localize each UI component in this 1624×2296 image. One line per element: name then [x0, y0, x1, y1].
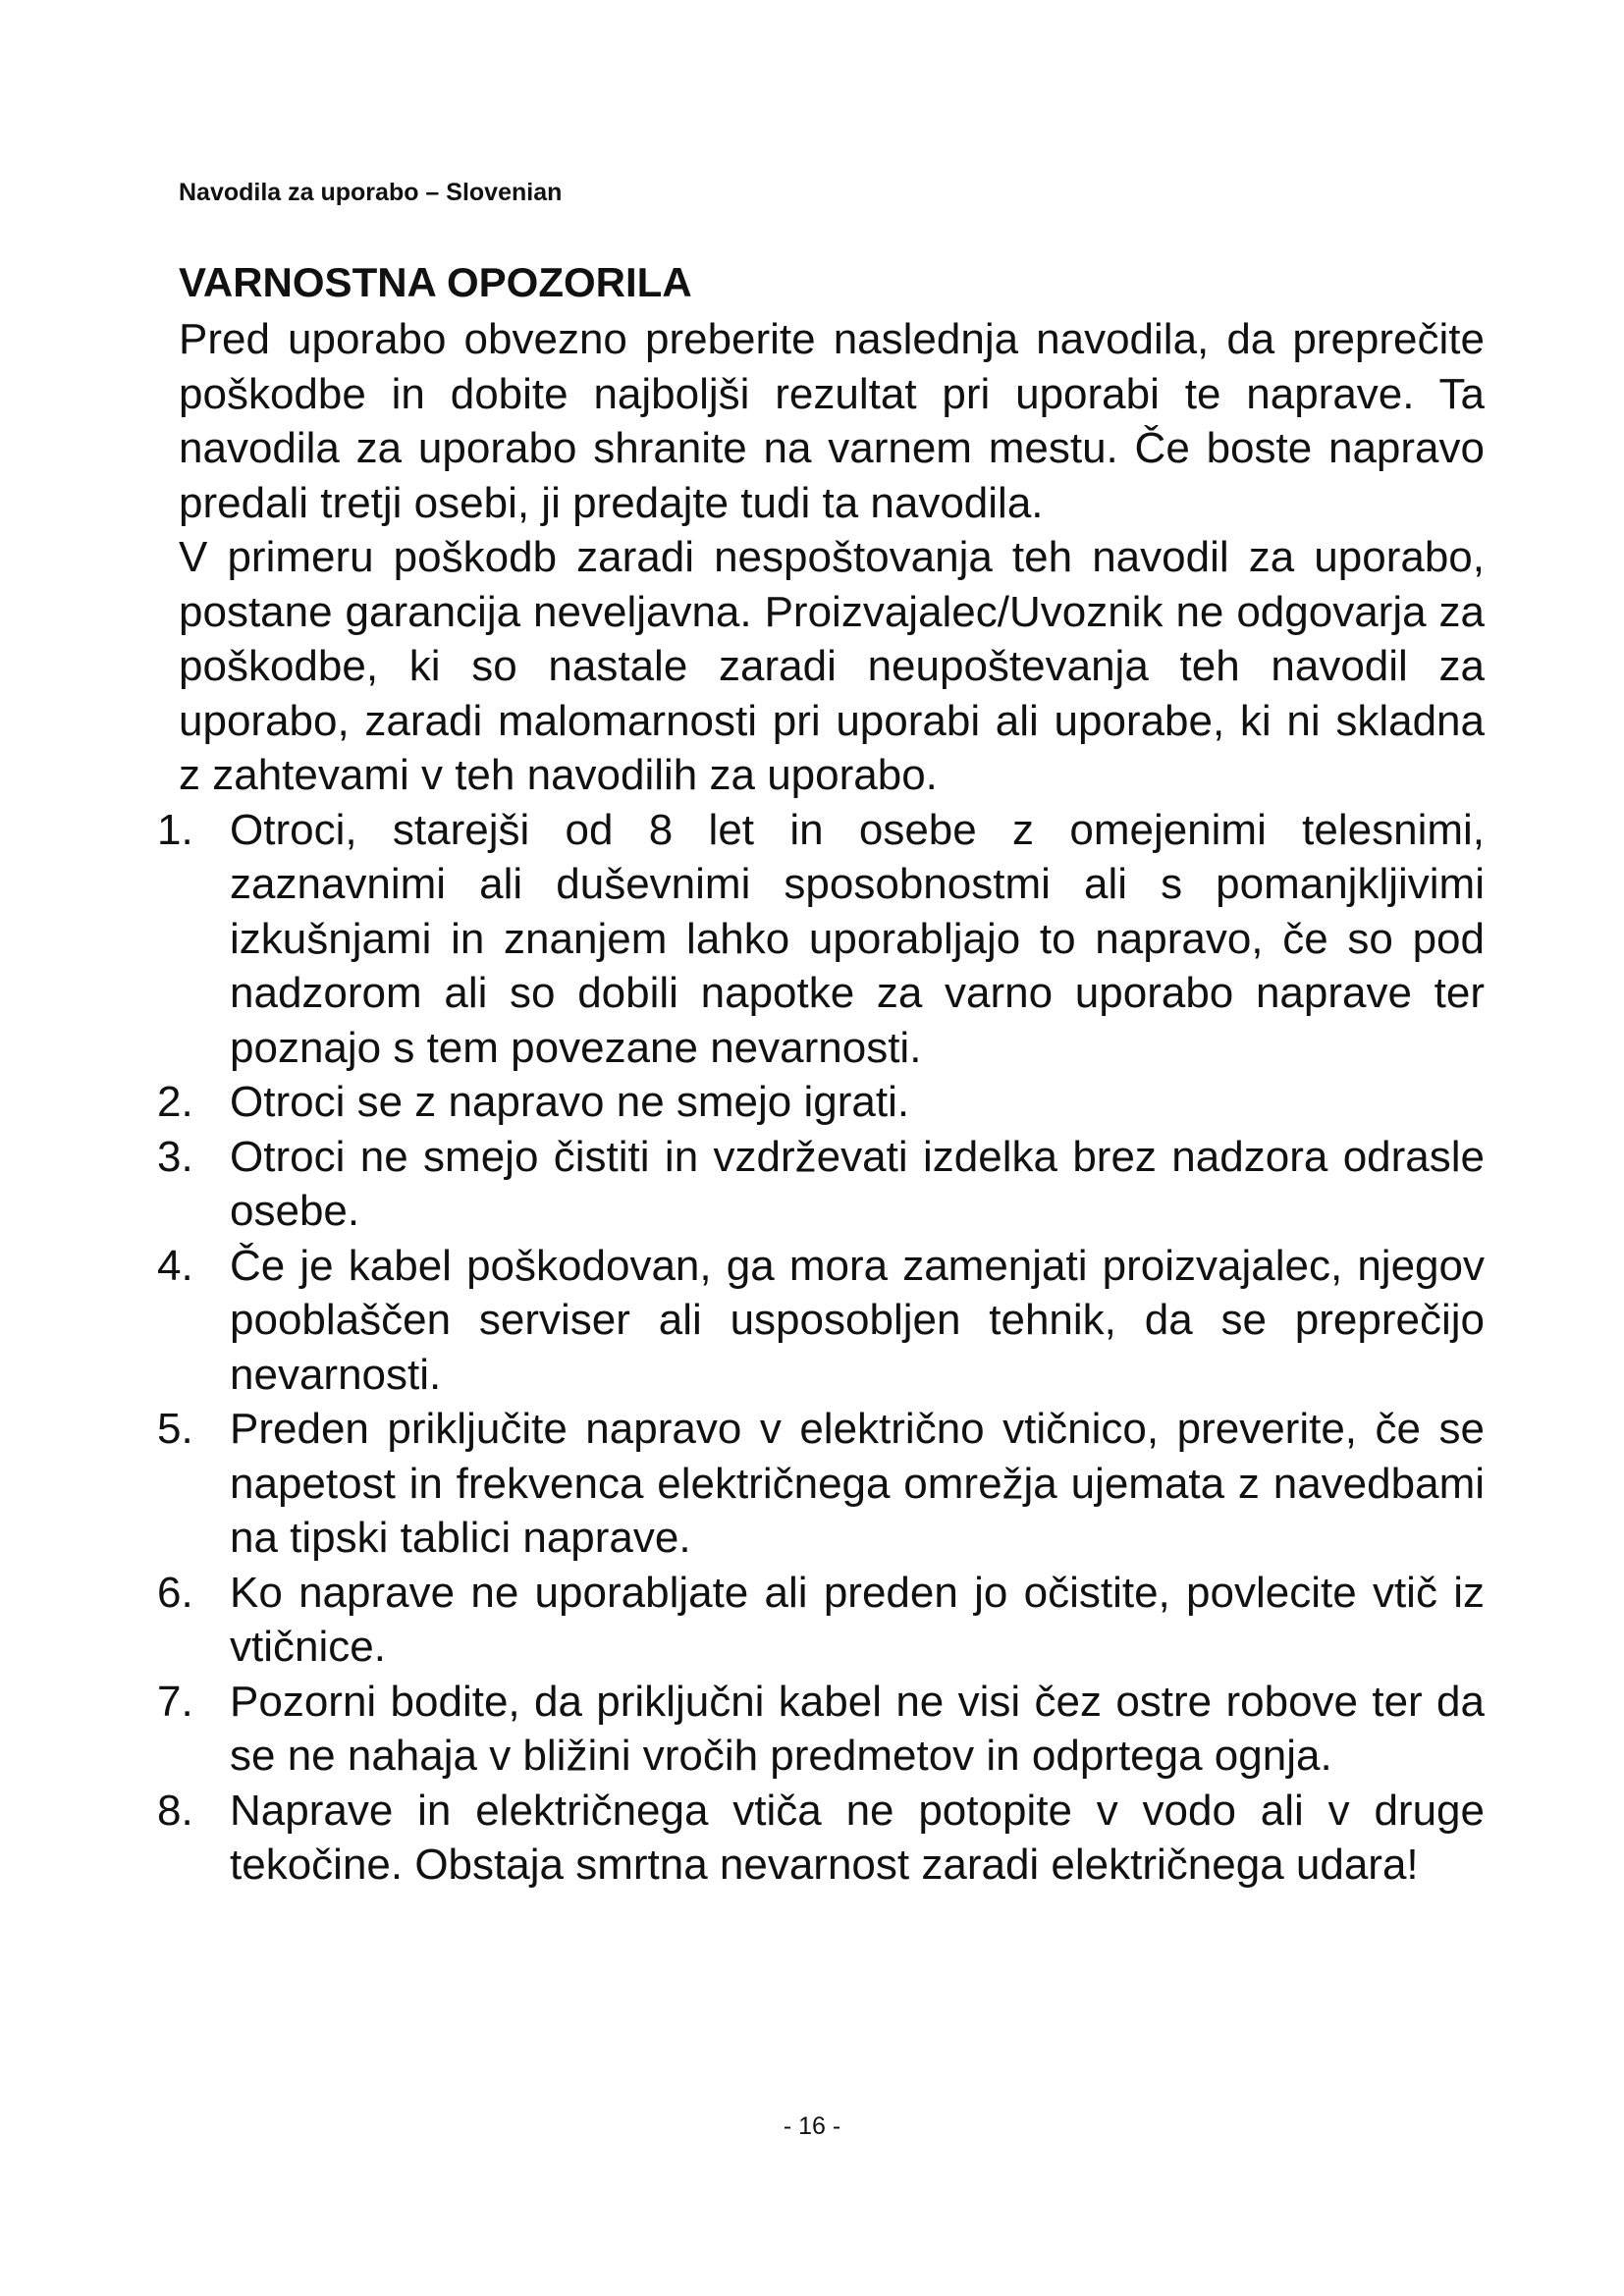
list-item	[157, 1784, 1485, 1893]
section-title: VARNOSTNA OPOZORILA	[179, 259, 692, 305]
list-item	[157, 1075, 1485, 1130]
warranty-paragraph: V primeru poškodb zaradi nespoštovanja teh navodil za uporabo, postane garancija neveljavna. Proizvajalec/Uvoznik ne odgovarja za poškodbe, ki so nastale zaradi neupoštevanja teh navodil za uporabo, zaradi malomarnosti pri uporabi ali uporabe, ki ni skladna z zahtevami v teh navodilih za uporabo.	[179, 533, 1485, 799]
list-item-number: 6.	[157, 1568, 193, 1617]
list-item-text: Otroci se z napravo ne smejo igrati.	[230, 1078, 910, 1126]
list-item-text: Pozorni bodite, da priključni kabel ne visi čez ostre robove ter da se ne nahaja v bližini vročih predmetov in odprtega ognja.	[230, 1677, 1485, 1780]
list-item	[157, 803, 1485, 1076]
list-item-text: Naprave in električnega vtiča ne potopite v vodo ali v druge tekočine. Obstaja smrtna nevarnost zaradi električnega udara!	[230, 1786, 1485, 1889]
list-item-number: 8.	[157, 1786, 193, 1835]
list-item-text: Otroci ne smejo čistiti in vzdrževati izdelka brez nadzora odrasle osebe.	[230, 1132, 1485, 1235]
list-item	[157, 1130, 1485, 1239]
list-item-number: 7.	[157, 1677, 193, 1726]
page-header: Navodila za uporabo – Slovenian	[179, 179, 563, 206]
list-item-number: 2.	[157, 1078, 193, 1126]
list-item-number: 1.	[157, 805, 193, 854]
list-item	[157, 1239, 1485, 1403]
intro-paragraph: Pred uporabo obvezno preberite naslednja navodila, da preprečite poškodbe in dobite najboljši rezultat pri uporabi te naprave. Ta navodila za uporabo shranite na varnem mestu. Če boste napravo predali tretji osebi, ji predajte tudi ta navodila.	[179, 315, 1485, 527]
list-item-text: Otroci, starejši od 8 let in osebe z omejenimi telesnimi, zaznavnimi ali duševnimi sposobnostmi ali s pomanjkljivimi izkušnjami in znanjem lahko uporabljajo to napravo, če so pod nadzorom ali so dobili napotke za varno uporabo naprave ter poznajo s tem povezane nevarnosti.	[230, 805, 1485, 1072]
safety-section	[157, 257, 1485, 1893]
list-item	[157, 1402, 1485, 1566]
list-item-text: Če je kabel poškodovan, ga mora zamenjati proizvajalec, njegov pooblaščen serviser ali usposobljen tehnik, da se preprečijo nevarnosti.	[230, 1241, 1485, 1399]
list-item	[157, 1566, 1485, 1675]
page-number: - 16 -	[783, 2112, 841, 2140]
list-item-number: 5.	[157, 1405, 193, 1453]
list-item	[157, 1675, 1485, 1784]
list-item-number: 3.	[157, 1132, 193, 1181]
list-item-number: 4.	[157, 1241, 193, 1290]
list-item-text: Ko naprave ne uporabljate ali preden jo očistite, povlecite vtič iz vtičnice.	[230, 1568, 1485, 1671]
safety-list	[157, 803, 1485, 1893]
list-item-text: Preden priključite napravo v električno vtičnico, preverite, če se napetost in frekvenca električnega omrežja ujemata z navedbami na tipski tablici naprave.	[230, 1405, 1485, 1562]
